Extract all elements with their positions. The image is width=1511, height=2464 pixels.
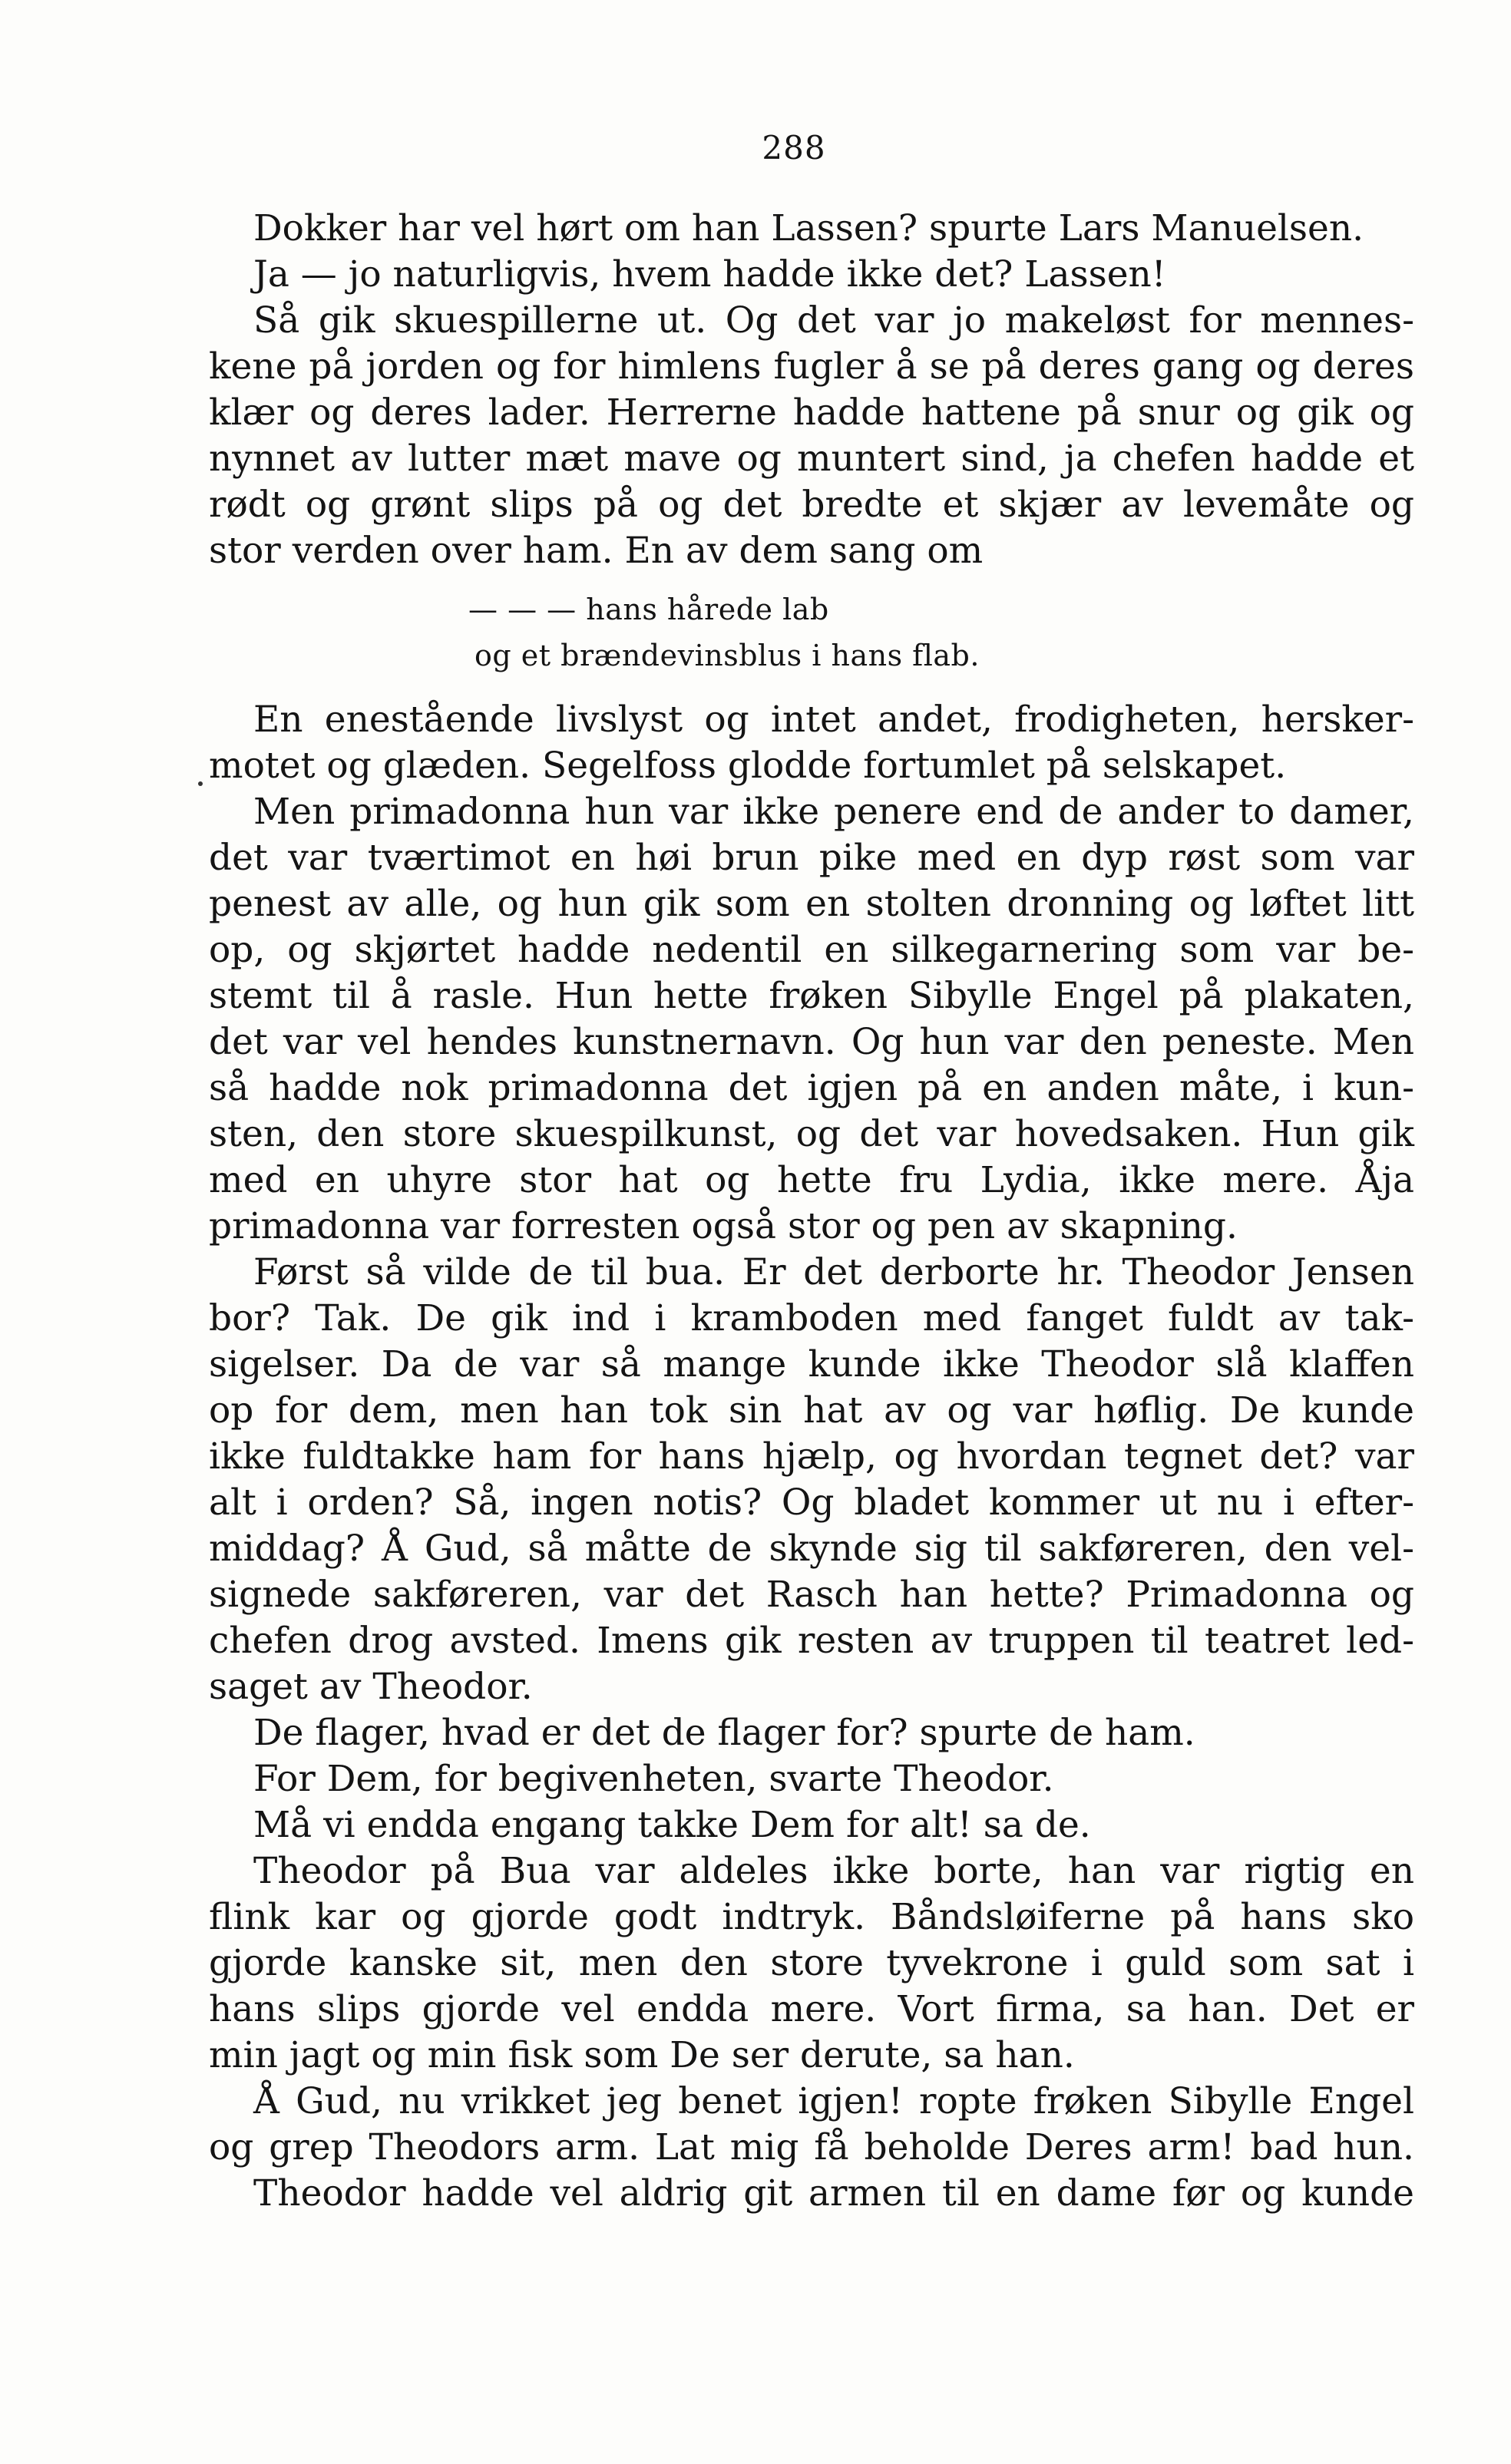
text-line: med en uhyre stor hat og hette fru Lydia, ikke mere. Åja <box>209 1159 1414 1201</box>
text-line: sten, den store skuespilkunst, og det var hovedsaken. Hun gik <box>209 1113 1414 1155</box>
text-line: Må vi endda engang takke Dem for alt! sa de. <box>253 1804 1091 1846</box>
text-line: Theodor hadde vel aldrig git armen til en dame før og kunde <box>253 2172 1414 2215</box>
text-line: saget av Theodor. <box>209 1666 533 1708</box>
text-line: alt i orden? Så, ingen notis? Og bladet kommer ut nu i efter- <box>209 1481 1414 1524</box>
body-text <box>209 206 1414 2217</box>
text-line: det var vel hendes kunstnernavn. Og hun var den peneste. Men <box>209 1021 1414 1063</box>
text-line: stemt til å rasle. Hun hette frøken Sibylle Engel på plakaten, <box>209 975 1414 1017</box>
verse-quote <box>209 586 1414 679</box>
text-line: De flager, hvad er det de flager for? spurte de ham. <box>253 1712 1195 1754</box>
text-line: kene på jorden og for himlens fugler å se på deres gang og deres <box>209 345 1414 388</box>
text-line: stor verden over ham. En av dem sang om <box>209 530 984 572</box>
text-line: min jagt og min fisk som De ser derute, sa han. <box>209 2034 1075 2076</box>
text-line: Å Gud, nu vrikket jeg benet igjen! ropte frøken Sibylle Engel <box>253 2080 1414 2122</box>
text-line: middag? Å Gud, så måtte de skynde sig til sakføreren, den vel- <box>209 1528 1414 1570</box>
verse-line: — — — hans hårede lab <box>468 593 829 626</box>
verse-line: og et brændevinsblus i hans flab. <box>474 639 980 672</box>
text-line: bor? Tak. De gik ind i kramboden med fanget fuldt av tak- <box>209 1297 1414 1339</box>
text-line: primadonna var forresten også stor og pen av skapning. <box>209 1205 1238 1247</box>
text-line: Så gik skuespillerne ut. Og det var jo makeløst for mennes- <box>253 299 1414 342</box>
text-line: hans slips gjorde vel endda mere. Vort firma, sa han. Det er <box>209 1988 1414 2030</box>
text-line: Theodor på Bua var aldeles ikke borte, han var rigtig en <box>253 1850 1414 1892</box>
text-line: penest av alle, og hun gik som en stolten dronning og løftet litt <box>209 883 1414 925</box>
text-line: For Dem, for begivenheten, svarte Theodor. <box>253 1758 1054 1800</box>
text-line: det var tværtimot en høi brun pike med en dyp røst som var <box>209 837 1414 879</box>
text-line: op for dem, men han tok sin hat av og var høflig. De kunde <box>209 1389 1414 1432</box>
text-line: gjorde kanske sit, men den store tyvekrone i guld som sat i <box>209 1942 1414 1984</box>
text-line: Først så vilde de til bua. Er det derborte hr. Theodor Jensen <box>253 1251 1414 1293</box>
page-number: 288 <box>762 129 826 167</box>
text-line: flink kar og gjorde godt indtryk. Båndsløiferne på hans sko <box>209 1896 1414 1938</box>
text-line: nynnet av lutter mæt mave og muntert sind, ja chefen hadde et <box>209 438 1414 480</box>
text-line: En enestående livslyst og intet andet, frodigheten, hersker- <box>253 699 1414 741</box>
text-line: klær og deres lader. Herrerne hadde hattene på snur og gik og <box>209 391 1414 434</box>
text-line: Men primadonna hun var ikke penere end de ander to damer, <box>253 791 1414 833</box>
text-line: Ja — jo naturligvis, hvem hadde ikke det? Lassen! <box>253 253 1166 296</box>
text-line: sigelser. Da de var så mange kunde ikke Theodor slå klaffen <box>209 1343 1414 1386</box>
text-line: Dokker har vel hørt om han Lassen? spurte Lars Manuelsen. <box>253 207 1364 249</box>
text-line: og grep Theodors arm. Lat mig få beholde Deres arm! bad hun. <box>209 2126 1414 2168</box>
text-line: så hadde nok primadonna det igjen på en anden måte, i kun- <box>209 1067 1414 1109</box>
margin-dot <box>198 781 203 786</box>
text-line: ikke fuldtakke ham for hans hjælp, og hvordan tegnet det? var <box>209 1435 1414 1478</box>
text-line: chefen drog avsted. Imens gik resten av truppen til teatret led- <box>209 1620 1414 1662</box>
text-line: rødt og grønt slips på og det bredte et skjær av levemåte og <box>209 484 1414 526</box>
text-line: motet og glæden. Segelfoss glodde fortumlet på selskapet. <box>209 745 1287 787</box>
text-line: signede sakføreren, var det Rasch han hette? Primadonna og <box>209 1574 1414 1616</box>
text-line: op, og skjørtet hadde nedentil en silkegarnering som var be- <box>209 929 1414 971</box>
